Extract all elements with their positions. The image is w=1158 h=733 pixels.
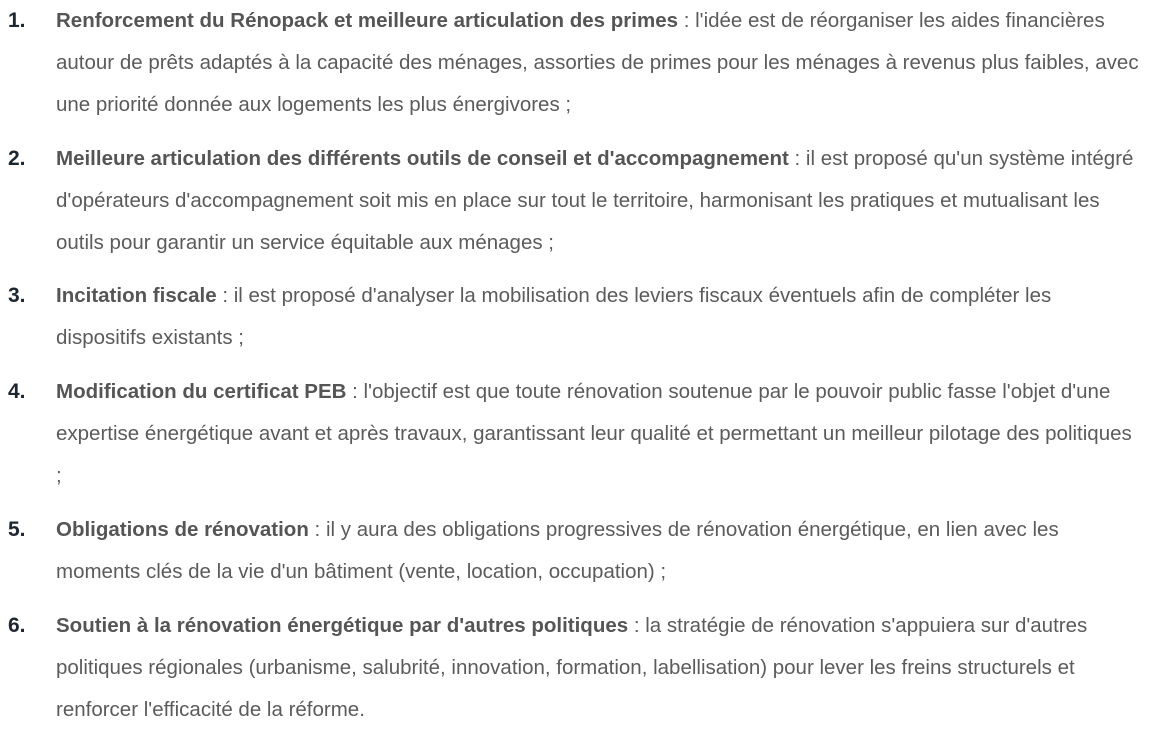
item-body [56, 371, 1141, 497]
item-text: : il est proposé d'analyser la mobilisation des leviers fiscaux éventuels afin de compléter les dispositifs existants ; [56, 284, 1052, 349]
item-number: 4. [8, 380, 26, 403]
item-text: : l'objectif est que toute rénovation soutenue par le pouvoir public fasse l'objet d'une expertise énergétique avant et après travaux, garantissant leur qualité et permettant un meilleur pilotage des politiques ; [56, 380, 1132, 487]
item-title: Obligations de rénovation [56, 518, 309, 541]
item-title: Incitation fiscale [56, 284, 217, 307]
item-title: Modification du certificat PEB [56, 380, 347, 403]
item-text: : il y aura des obligations progressives de rénovation énergétique, en lien avec les moments clés de la vie d'un bâtiment (vente, location, occupation) ; [56, 518, 1059, 583]
item-title: Meilleure articulation des différents outils de conseil et d'accompagnement [56, 147, 789, 170]
item-body [56, 275, 1141, 359]
item-body [56, 138, 1141, 264]
item-number: 2. [8, 147, 26, 170]
item-number: 1. [8, 9, 26, 32]
item-title: Renforcement du Rénopack et meilleure articulation des primes [56, 9, 679, 32]
item-number: 3. [8, 284, 26, 307]
item-number: 6. [8, 614, 26, 637]
item-body [56, 509, 1141, 593]
item-text: : l'idée est de réorganiser les aides financières autour de prêts adaptés à la capacité des ménages, assorties de primes pour les ménages à revenus plus faibles, avec une priorité donnée aux logements les plus énergivores ; [56, 9, 1139, 116]
item-text: : il est proposé qu'un système intégré d'opérateurs d'accompagnement soit mis en place sur tout le territoire, harmonisant les pratiques et mutualisant les outils pour garantir un service équitable aux ménages ; [56, 147, 1134, 254]
item-text: : la stratégie de rénovation s'appuiera sur d'autres politiques régionales (urbanisme, salubrité, innovation, formation, labellisation) pour lever les freins structurels et renforcer l'efficacité de la réforme. [56, 614, 1088, 721]
item-title: Soutien à la rénovation énergétique par d'autres politiques [56, 614, 629, 637]
item-body [56, 605, 1141, 731]
item-number: 5. [8, 518, 26, 541]
item-body [56, 0, 1141, 126]
